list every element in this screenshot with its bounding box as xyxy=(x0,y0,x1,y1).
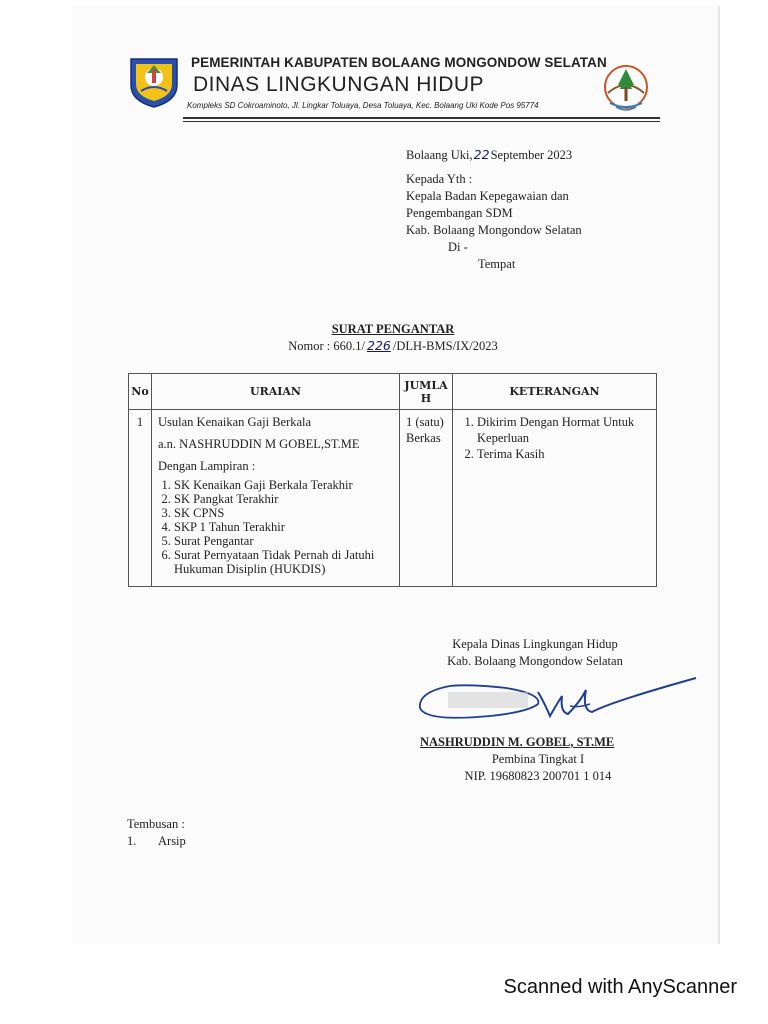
date-line xyxy=(406,146,572,164)
header-jumlah xyxy=(400,374,453,410)
signatory-rank: Pembina Tingkat I xyxy=(491,752,585,766)
cc-label: Tembusan : xyxy=(127,817,185,831)
recipient-tempat: Tempat xyxy=(478,257,516,271)
row-uraian xyxy=(152,410,400,587)
table-row xyxy=(129,410,657,587)
recipient-line-3: Kab. Bolaang Mongondow Selatan xyxy=(406,223,582,237)
header-no: No xyxy=(129,374,152,410)
date-month-year: September 2023 xyxy=(490,148,573,162)
signature-position-line-2: Kab. Bolaang Mongondow Selatan xyxy=(447,654,623,668)
environment-agency-emblem-icon xyxy=(596,63,656,115)
signature-position-line-1: Kepala Dinas Lingkungan Hidup xyxy=(452,637,618,651)
date-day-handwritten: 22 xyxy=(473,147,490,162)
header-jumlah-line-1: JUMLA xyxy=(404,378,448,392)
cc-block xyxy=(127,816,186,850)
list-item: 6. Surat Pernyataan Tidak Pernah di Jatuhi Hukuman Disiplin (HUKDIS) xyxy=(174,548,393,576)
list-item: 3. SK CPNS xyxy=(174,506,393,520)
cc-item-text: Arsip xyxy=(158,834,186,848)
list-item: 1. Dikirim Dengan Hormat Untuk Keperluan xyxy=(477,414,650,446)
list-item: 5. Surat Pengantar xyxy=(174,534,393,548)
recipient-block xyxy=(406,171,582,273)
letter-number xyxy=(0,338,768,354)
regency-emblem-icon xyxy=(127,55,181,109)
list-item: 1. SK Kenaikan Gaji Berkala Terakhir xyxy=(174,478,393,492)
agency-address: Kompleks SD Cokroaminoto, Jl. Lingkar Toluaya, Desa Toluaya, Kec. Bolaang Uki Kode Pos 95774 xyxy=(187,101,539,110)
uraian-title: Usulan Kenaikan Gaji Berkala xyxy=(158,415,312,429)
uraian-lampiran: Dengan Lampiran : xyxy=(158,459,256,473)
scanner-watermark: Scanned with AnyScanner xyxy=(503,976,737,998)
table-header-row xyxy=(129,374,657,410)
attachment-list xyxy=(158,478,393,576)
header-keterangan: KETERANGAN xyxy=(453,374,657,410)
letter-table xyxy=(128,373,657,587)
agency-title: DINAS LINGKUNGAN HIDUP xyxy=(193,73,485,96)
cc-item xyxy=(127,833,186,850)
letter-number-suffix: /DLH-BMS/IX/2023 xyxy=(392,339,498,353)
date-place: Bolaang Uki, xyxy=(406,148,473,162)
letter-number-handwritten: 226 xyxy=(367,338,391,353)
government-title: PEMERINTAH KABUPATEN BOLAANG MONGONDOW SELATAN xyxy=(191,55,607,70)
cc-item-number: 1. xyxy=(127,834,137,848)
keterangan-list xyxy=(459,414,650,462)
header-jumlah-line-2: H xyxy=(420,391,432,405)
list-item: 4. SKP 1 Tahun Terakhir xyxy=(174,520,393,534)
recipient-line-1: Kepala Badan Kepegawaian dan xyxy=(406,189,569,203)
row-no: 1 xyxy=(129,410,152,587)
signatory-rank-block xyxy=(420,751,656,785)
row-jumlah xyxy=(400,410,453,587)
letterhead-rule-thick xyxy=(183,117,660,119)
uraian-name: a.n. NASHRUDDIN M GOBEL,ST.ME xyxy=(158,437,360,451)
list-item: 2. Terima Kasih xyxy=(477,446,650,462)
signature-position xyxy=(420,636,650,670)
letter-title: SURAT PENGANTAR xyxy=(331,322,455,336)
recipient-line-2: Pengembangan SDM xyxy=(406,206,513,220)
signatory-nip: NIP. 19680823 200701 1 014 xyxy=(464,769,612,783)
recipient-di: Di - xyxy=(448,240,468,254)
jumlah-line-2: Berkas xyxy=(406,431,441,445)
letterhead-rule-thin xyxy=(183,121,660,122)
list-item: 2. SK Pangkat Terakhir xyxy=(174,492,393,506)
jumlah-line-1: 1 (satu) xyxy=(406,415,444,429)
signatory-name: NASHRUDDIN M. GOBEL, ST.ME xyxy=(420,735,615,749)
header-uraian: URAIAN xyxy=(152,374,400,410)
handwritten-signature xyxy=(410,672,700,736)
recipient-to-label: Kepada Yth : xyxy=(406,172,473,186)
row-keterangan xyxy=(453,410,657,587)
letter-number-prefix: Nomor : 660.1/ xyxy=(288,339,365,353)
